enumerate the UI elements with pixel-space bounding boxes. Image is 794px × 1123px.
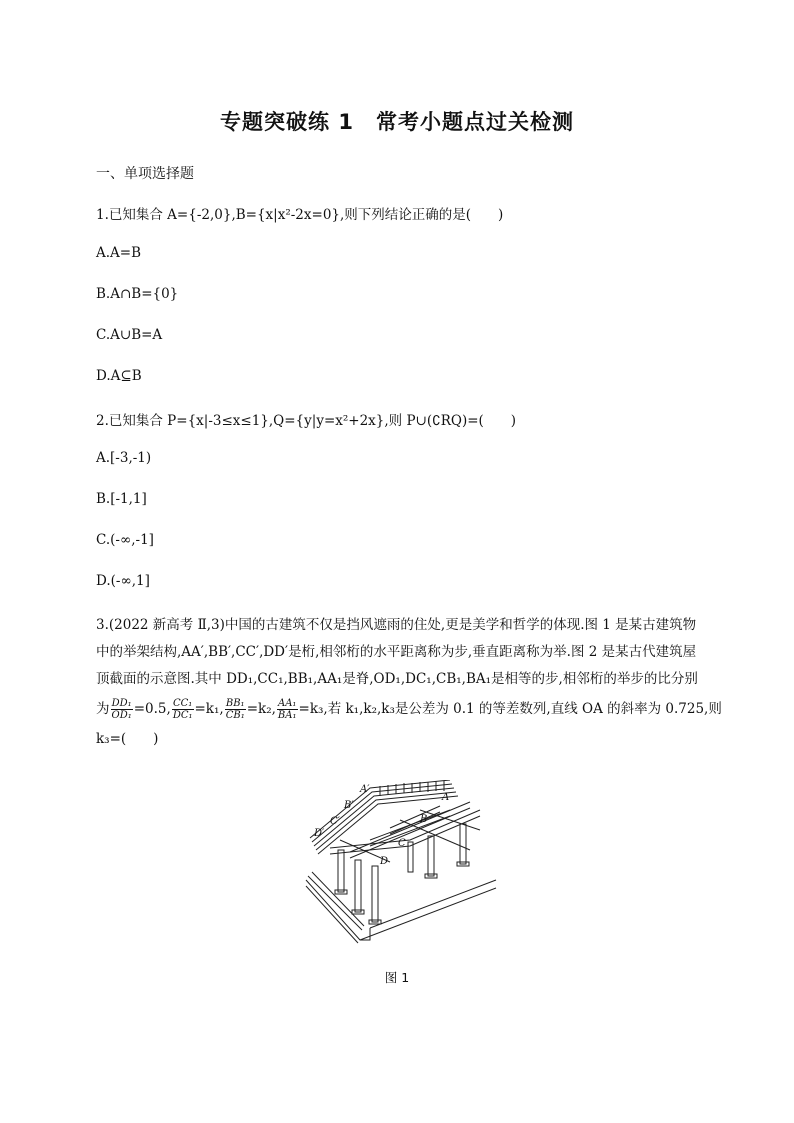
question-1-option-b: B.A∩B={0} — [96, 286, 179, 302]
question-2-option-b: B.[-1,1] — [96, 491, 147, 507]
fraction-denominator: BA₁ — [277, 710, 297, 721]
column — [355, 860, 361, 912]
label-d-prime: D′ — [314, 828, 325, 839]
fraction-denominator: OD₁ — [111, 710, 132, 721]
label-a: A — [442, 792, 450, 803]
question-1-stem: 1.已知集合 A={-2,0},B={x|x²-2x=0},则下列结论正确的是( ) — [96, 207, 504, 223]
column — [338, 850, 344, 892]
question-1-option-d: D.A⊆B — [96, 368, 142, 384]
question-3-line-1: 3.(2022 新高考 Ⅱ,3)中国的古建筑不仅是挡风遮雨的住处,更是美学和哲学的体现.图 1 是某古建筑物 — [96, 617, 697, 633]
fraction-cc1-dc1 — [172, 698, 194, 721]
question-2-option-d: D.(-∞,1] — [96, 573, 150, 589]
question-1-option-c: C.A∪B=A — [96, 327, 163, 343]
question-3-line-2: 中的举架结构,AA′,BB′,CC′,DD′是桁,相邻桁的水平距离称为步,垂直距离称为举.图 2 是某古代建筑屋 — [96, 644, 697, 660]
fraction-aa1-ba1 — [277, 698, 298, 721]
fraction-suffix: =k₃,若 k₁,k₂,k₃是公差为 0.1 的等差数列,直线 OA 的斜率为 0.725,则 — [298, 701, 722, 717]
fraction-denominator: DC₁ — [172, 710, 193, 721]
question-2-stem: 2.已知集合 P={x|-3≤x≤1},Q={y|y=x²+2x},则 P∪(∁RQ)=( ) — [96, 413, 517, 429]
question-3-line-4 — [96, 693, 722, 726]
roof-truss-figure — [300, 780, 500, 945]
figure-caption: 图 1 — [384, 970, 410, 985]
fraction-numerator: DD₁ — [111, 698, 132, 709]
label-b: B — [420, 814, 428, 825]
section-heading: 一、单项选择题 — [96, 166, 194, 182]
fraction-suffix: =0.5, — [133, 701, 171, 717]
question-3-line-3: 顶截面的示意图.其中 DD₁,CC₁,BB₁,AA₁是脊,OD₁,DC₁,CB₁,BA₁是相等的步,相邻桁的举步的比分别 — [96, 671, 698, 687]
question-3-line-5: k₃=( ) — [96, 731, 159, 747]
question-2-option-c: C.(-∞,-1] — [96, 532, 154, 548]
page-title: 专题突破练 1 常考小题点过关检测 — [220, 110, 574, 134]
label-c-prime: C′ — [330, 816, 340, 827]
fraction-suffix: =k₁, — [194, 701, 224, 717]
fraction-numerator: AA₁ — [277, 698, 297, 709]
label-d: D — [380, 856, 389, 867]
fraction-suffix: =k₂, — [246, 701, 276, 717]
question-1-option-a: A.A=B — [96, 245, 142, 261]
fraction-bb1-cb1 — [225, 698, 246, 721]
fraction-denominator: CB₁ — [225, 710, 245, 721]
question-2-option-a: A.[-3,-1) — [96, 450, 152, 466]
question-3-line-4-prefix: 为 — [96, 701, 110, 717]
label-a-prime: A′ — [360, 784, 370, 795]
label-c: C — [398, 838, 406, 849]
column — [460, 824, 466, 864]
question-3-text — [96, 612, 722, 753]
fraction-numerator: BB₁ — [225, 698, 245, 709]
label-b-prime: B′ — [344, 800, 354, 811]
column — [372, 866, 378, 922]
fraction-numerator: CC₁ — [173, 698, 193, 709]
column — [428, 836, 434, 876]
fraction-dd1-od1 — [111, 698, 133, 721]
